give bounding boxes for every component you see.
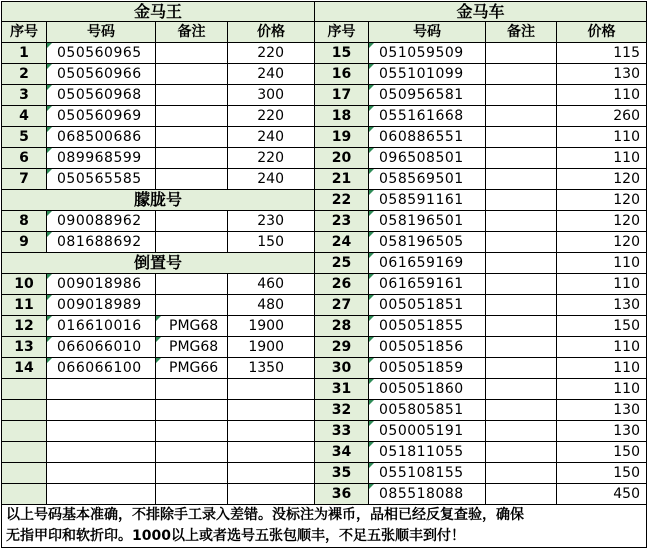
right-row-price: 120 [557,232,647,253]
left-row-price: 1900 [228,316,315,337]
right-row-remark [486,85,557,106]
right-row-price: 130 [557,64,647,85]
left-row-idx: 4 [1,106,47,127]
right-row-remark [486,442,557,463]
section-header: 朦胧号 [1,190,315,211]
left-row-number [47,421,156,442]
right-row-number: 058196505 [369,232,486,253]
left-col-number-header: 号码 [47,22,156,43]
right-row-idx: 36 [315,484,369,505]
left-row-idx [1,379,47,400]
left-row-remark [156,127,228,148]
right-row-price: 110 [557,127,647,148]
left-row-number: 089968599 [47,148,156,169]
right-row-number: 058569501 [369,169,486,190]
right-row-price: 110 [557,358,647,379]
left-row-remark [156,295,228,316]
left-col-price-header: 价格 [228,22,315,43]
left-row-number [47,463,156,484]
right-col-idx-header: 序号 [315,22,369,43]
table-row [1,148,647,169]
right-row-idx: 18 [315,106,369,127]
left-row-remark [156,85,228,106]
right-row-price: 130 [557,295,647,316]
right-row-number: 005051851 [369,295,486,316]
left-row-idx: 12 [1,316,47,337]
table-row [1,463,647,484]
table-row [1,190,647,211]
right-row-idx: 19 [315,127,369,148]
table-row [1,421,647,442]
right-row-price: 110 [557,274,647,295]
left-row-idx: 3 [1,85,47,106]
left-row-remark [156,211,228,232]
right-row-idx: 23 [315,211,369,232]
left-row-number [47,484,156,505]
right-col-number-header: 号码 [369,22,486,43]
right-row-remark [486,106,557,127]
left-row-idx: 9 [1,232,47,253]
left-row-idx [1,484,47,505]
right-row-number: 050956581 [369,85,486,106]
left-row-number: 066066010 [47,337,156,358]
table-row [1,316,647,337]
table-row [1,232,647,253]
left-row-price: 1900 [228,337,315,358]
right-row-price: 110 [557,85,647,106]
right-row-remark [486,274,557,295]
right-row-price: 150 [557,316,647,337]
left-row-idx [1,400,47,421]
right-col-remark-header: 备注 [486,22,557,43]
left-row-number: 050560966 [47,64,156,85]
table-row [1,127,647,148]
right-row-price: 150 [557,442,647,463]
right-row-remark [486,484,557,505]
left-row-price [228,421,315,442]
table-row [1,295,647,316]
right-row-idx: 34 [315,442,369,463]
left-row-remark [156,379,228,400]
left-row-number: 050565585 [47,169,156,190]
left-row-idx [1,421,47,442]
left-row-price: 460 [228,274,315,295]
right-row-price: 260 [557,106,647,127]
table-row [1,358,647,379]
left-row-number: 081688692 [47,232,156,253]
left-row-idx: 2 [1,64,47,85]
left-row-idx: 10 [1,274,47,295]
left-row-remark [156,421,228,442]
left-row-price: 220 [228,106,315,127]
left-row-number: 068500686 [47,127,156,148]
left-row-idx [1,442,47,463]
right-row-idx: 22 [315,190,369,211]
right-row-price: 130 [557,400,647,421]
right-row-number: 096508501 [369,148,486,169]
right-row-number: 060886551 [369,127,486,148]
left-row-idx: 11 [1,295,47,316]
right-row-number: 050005191 [369,421,486,442]
left-row-price: 240 [228,169,315,190]
right-row-remark [486,379,557,400]
table-row [1,484,647,505]
table-row [1,169,647,190]
left-row-remark: PMG66 [156,358,228,379]
left-row-remark [156,400,228,421]
left-row-number [47,379,156,400]
left-row-price: 240 [228,64,315,85]
table-row [1,211,647,232]
left-row-idx: 14 [1,358,47,379]
right-row-remark [486,148,557,169]
right-row-number: 085518088 [369,484,486,505]
table-row [1,400,647,421]
left-row-remark [156,484,228,505]
left-row-remark [156,169,228,190]
table-row [1,253,647,274]
right-row-price: 115 [557,43,647,64]
table-body [1,43,647,505]
right-row-number: 051811055 [369,442,486,463]
right-row-remark [486,211,557,232]
left-row-number: 090088962 [47,211,156,232]
left-row-remark [156,64,228,85]
right-row-idx: 27 [315,295,369,316]
left-row-remark [156,148,228,169]
spreadsheet [1,1,647,550]
table-row [1,64,647,85]
right-row-idx: 16 [315,64,369,85]
right-row-number: 055108155 [369,463,486,484]
right-row-remark [486,169,557,190]
right-row-remark [486,127,557,148]
right-row-price: 120 [557,169,647,190]
right-row-remark [486,463,557,484]
left-row-remark [156,274,228,295]
table-row [1,43,647,64]
left-row-idx: 7 [1,169,47,190]
left-row-price: 240 [228,127,315,148]
left-row-number: 050560968 [47,85,156,106]
right-row-price: 110 [557,253,647,274]
right-row-idx: 35 [315,463,369,484]
right-row-idx: 17 [315,85,369,106]
right-row-idx: 31 [315,379,369,400]
left-row-idx: 6 [1,148,47,169]
left-row-price: 480 [228,295,315,316]
right-row-idx: 33 [315,421,369,442]
right-row-remark [486,64,557,85]
right-row-price: 120 [557,190,647,211]
left-row-price [228,442,315,463]
left-row-price [228,463,315,484]
left-row-number: 050560965 [47,43,156,64]
table-row [1,274,647,295]
left-row-remark [156,43,228,64]
left-row-number: 009018989 [47,295,156,316]
left-row-price: 1350 [228,358,315,379]
left-row-idx [1,463,47,484]
table-row [1,106,647,127]
footer-line-1: 以上号码基本准确，不排除手工录入差错。没标注为裸币，品相已经反复查验，确保 [6,507,524,523]
left-title: 金马王 [1,1,315,22]
left-row-remark [156,232,228,253]
right-row-remark [486,421,557,442]
left-row-number [47,400,156,421]
right-row-remark [486,253,557,274]
right-col-price-header: 价格 [557,22,647,43]
left-row-remark: PMG68 [156,316,228,337]
right-row-idx: 25 [315,253,369,274]
left-row-idx: 1 [1,43,47,64]
left-row-price: 220 [228,148,315,169]
right-row-number: 005051860 [369,379,486,400]
left-row-price: 230 [228,211,315,232]
right-row-remark [486,43,557,64]
title-row [1,1,647,22]
header-row [1,22,647,43]
right-row-number: 058196501 [369,211,486,232]
section-header: 倒置号 [1,253,315,274]
left-row-number: 066066100 [47,358,156,379]
right-row-remark [486,337,557,358]
right-row-idx: 28 [315,316,369,337]
right-row-idx: 15 [315,43,369,64]
left-row-idx: 8 [1,211,47,232]
left-col-remark-header: 备注 [156,22,228,43]
left-row-remark: PMG68 [156,337,228,358]
right-row-number: 055101099 [369,64,486,85]
left-row-price: 220 [228,43,315,64]
left-row-number: 016610016 [47,316,156,337]
right-row-idx: 32 [315,400,369,421]
right-row-remark [486,316,557,337]
right-row-price: 110 [557,148,647,169]
footer-note [1,504,647,548]
right-row-number: 061659161 [369,274,486,295]
right-title: 金马车 [315,1,647,22]
right-row-price: 150 [557,463,647,484]
left-row-idx: 5 [1,127,47,148]
table-row [1,442,647,463]
left-row-remark [156,442,228,463]
left-row-price: 300 [228,85,315,106]
left-row-number: 050560969 [47,106,156,127]
left-row-remark [156,106,228,127]
right-row-number: 058591161 [369,190,486,211]
right-row-remark [486,190,557,211]
right-row-idx: 26 [315,274,369,295]
right-row-remark [486,400,557,421]
right-row-price: 110 [557,379,647,400]
right-row-idx: 29 [315,337,369,358]
right-row-number: 005051859 [369,358,486,379]
footer-line-2: 无指甲印和软折印。1000以上或者选号五张包顺丰，不足五张顺丰到付！ [6,528,465,544]
left-row-price: 150 [228,232,315,253]
left-row-price [228,484,315,505]
right-row-price: 110 [557,337,647,358]
table-row [1,337,647,358]
right-row-remark [486,358,557,379]
left-row-idx: 13 [1,337,47,358]
left-row-number: 009018986 [47,274,156,295]
right-row-idx: 20 [315,148,369,169]
right-row-idx: 30 [315,358,369,379]
table-row [1,85,647,106]
right-row-price: 130 [557,421,647,442]
left-row-remark [156,463,228,484]
right-row-remark [486,295,557,316]
right-row-number: 005051856 [369,337,486,358]
right-row-number: 061659169 [369,253,486,274]
left-row-number [47,442,156,463]
right-row-price: 120 [557,211,647,232]
left-row-price [228,379,315,400]
right-row-number: 055161668 [369,106,486,127]
left-row-price [228,400,315,421]
right-row-number: 005051855 [369,316,486,337]
right-row-price: 450 [557,484,647,505]
right-row-idx: 21 [315,169,369,190]
right-row-idx: 24 [315,232,369,253]
left-col-idx-header: 序号 [1,22,47,43]
right-row-number: 051059509 [369,43,486,64]
table-row [1,379,647,400]
right-row-number: 005805851 [369,400,486,421]
right-row-remark [486,232,557,253]
